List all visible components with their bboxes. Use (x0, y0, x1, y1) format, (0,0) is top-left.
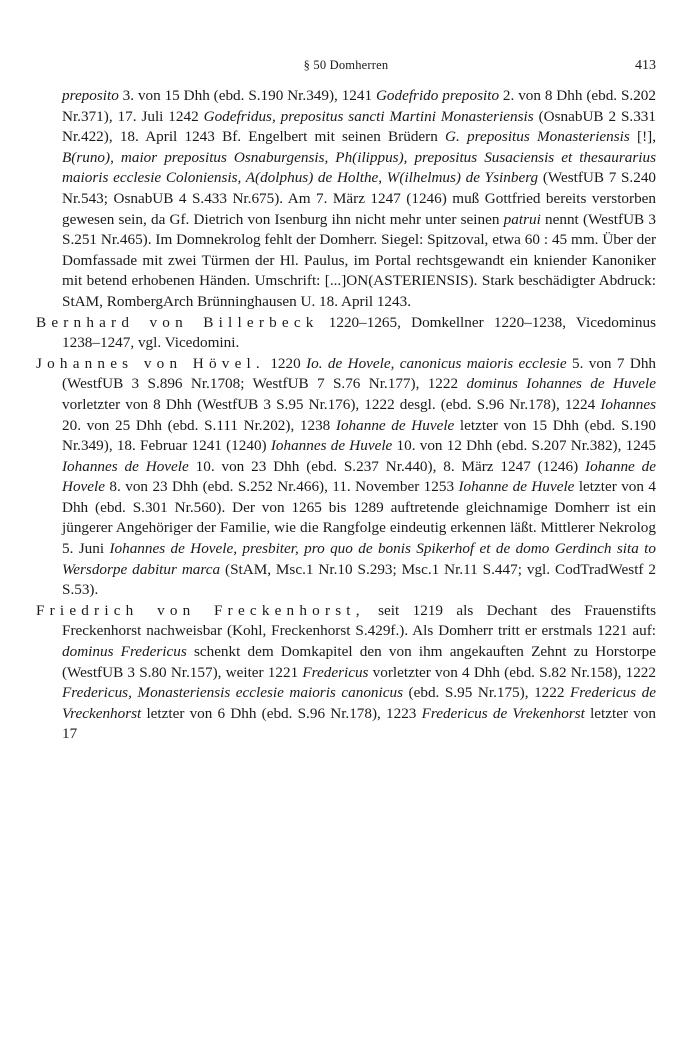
italic-citation: Fredericus de Vreckenhorst (62, 684, 656, 722)
entry-name: Bernhard von Billerbeck (36, 313, 319, 331)
text-run: (OsnabUB 2 S.331 Nr.422), 18. April 1243 Bf. Engelbert mit seinen Brüdern (62, 107, 656, 146)
italic-citation: B(runo), maior prepositus Osnaburgensis, Ph(ilippus), prepositus Susaciensis et thesaurarius maioris ecclesie Coloniensis, A(dolphus) de Holthe, W(ilhelmus) de Ysinberg (62, 148, 656, 187)
entry-name: Friedrich von Freckenhorst, (36, 601, 365, 619)
text-run: 2. von 8 Dhh (ebd. S.202 Nr.371), 17. Juli 1242 (62, 87, 656, 125)
running-title: § 50 Domherren (303, 58, 389, 72)
italic-citation: Iohannes de Hovele, presbiter, pro quo de bonis Spikerhof et de domo Gerdinch sita to Wersdorpe dabitur marca (62, 540, 656, 578)
text-run: (ebd. S.95 Nr.175), 1222 (402, 684, 571, 702)
running-header (36, 58, 656, 78)
text-run: (StAM, Msc.1 Nr.10 S.293; Msc.1 Nr.11 S.447; vgl. CodTradWestf 2 S.53). (62, 560, 656, 599)
italic-citation: Iohannes de Huvele (270, 437, 393, 455)
italic-citation: Fredericus de Vrekenhorst (421, 704, 585, 722)
entry-name: Johannes von Hövel. (36, 354, 265, 372)
text-run: 3. von 15 Dhh (ebd. S.190 Nr.349), 1241 (118, 87, 376, 104)
italic-citation: dominus Iohannes de Huvele (466, 375, 656, 393)
text-run: schenkt dem Domkapitel den von ihm angekauften Zehnt zu Horstorpe (WestfUB 3 S.80 Nr.157), weiter 1221 (62, 643, 656, 681)
text-run: 10. von 12 Dhh (ebd. S.207 Nr.382), 1245 (392, 437, 656, 455)
entry-bernhard-von-billerbeck (36, 313, 656, 354)
text-run: vorletzter von 8 Dhh (WestfUB 3 S.95 Nr.176), 1222 desgl. (ebd. S.96 Nr.178), 1224 (62, 395, 601, 413)
italic-citation: Iohanne de Huvele (335, 416, 455, 434)
text-run: 1220 (264, 354, 307, 372)
entry-gottfried-continuation (36, 86, 656, 313)
italic-citation: preposito (62, 87, 119, 104)
text-run: 8. von 23 Dhh (ebd. S.252 Nr.466), 11. November 1253 (105, 478, 459, 496)
text-run: letzter von 4 Dhh (ebd. S.301 Nr.560). Der von 1265 bis 1289 auftretende gleichnamige Domherr ist ein jüngerer Angehöriger der Familie, wie die Rangfolge eindeutig erkennen läßt. Mittlerer Nekrolog 5. Juni (62, 478, 656, 558)
italic-citation: Iohannes (600, 395, 656, 413)
text-run: letzter von 17 (62, 704, 656, 743)
italic-citation: Fredericus (302, 663, 369, 681)
italic-citation: Iohanne de Hovele (62, 457, 656, 496)
page-number: 413 (635, 58, 656, 73)
italic-citation: Fredericus, Monasteriensis ecclesie maioris canonicus (62, 684, 403, 702)
text-run: letzter von 6 Dhh (ebd. S.96 Nr.178), 1223 (141, 704, 422, 722)
text-run: [!], (629, 128, 656, 146)
text-run: vorletzter von 4 Dhh (ebd. S.82 Nr.158), 1222 (368, 663, 656, 681)
italic-citation: Iohannes de Hovele (62, 457, 189, 475)
text-run: letzter von 15 Dhh (ebd. S.190 Nr.349), 18. Februar 1241 (1240) (62, 416, 656, 455)
italic-citation: Iohanne de Huvele (458, 478, 575, 496)
italic-citation: dominus Fredericus (62, 643, 187, 661)
italic-citation: Godefridus, prepositus sancti Martini Monasteriensis (203, 107, 534, 125)
italic-citation: Io. de Hovele, canonicus maioris ecclesie (306, 354, 567, 372)
text-run: 1220–1265, Domkellner 1220–1238, Vicedominus 1238–1247, vgl. Vicedomini. (62, 313, 656, 352)
text-run: 10. von 23 Dhh (ebd. S.237 Nr.440), 8. März 1247 (1246) (188, 457, 586, 475)
text-run: (WestfUB 7 S.240 Nr.543; OsnabUB 4 S.433 Nr.675). Am 7. März 1247 (1246) muß Gottfried bereits verstorben gewesen sein, da Gf. Dietrich von Isenburg ihn nicht mehr unter seinen (62, 169, 657, 228)
entry-friedrich-von-freckenhorst (36, 601, 656, 745)
italic-citation: Godefrido preposito (375, 87, 500, 104)
entry-johannes-von-hoevel (36, 354, 656, 601)
text-run: 20. von 25 Dhh (ebd. S.111 Nr.202), 1238 (62, 416, 336, 434)
text-run: 5. von 7 Dhh (WestfUB 3 S.896 Nr.1708; WestfUB 7 S.76 Nr.177), 1222 (62, 354, 657, 393)
text-run: nennt (WestfUB 3 S.251 Nr.465). Im Domnekrolog fehlt der Domherr. Siegel: Spitzoval, etwa 60 : 45 mm. Über der Domfassade mit zwei Türmen der Hl. Paulus, im Portal rechtsgewandt ein kniender Kanoniker mit betend erhobenen Händen. Umschrift: [...]ON(ASTERIENSIS). Stark beschädigter Abdruck: StAM, RombergArch Brünninghausen U. 18. April 1243. (62, 210, 656, 310)
text-run: seit 1219 als Dechant des Frauenstifts Freckenhorst nachweisbar (Kohl, Freckenhorst S.429f.). Als Domherr tritt er erstmals 1221 auf: (62, 601, 656, 640)
italic-citation: G. prepositus Monasteriensis (445, 128, 630, 146)
italic-citation: patrui (503, 210, 541, 228)
text-body (36, 86, 656, 745)
